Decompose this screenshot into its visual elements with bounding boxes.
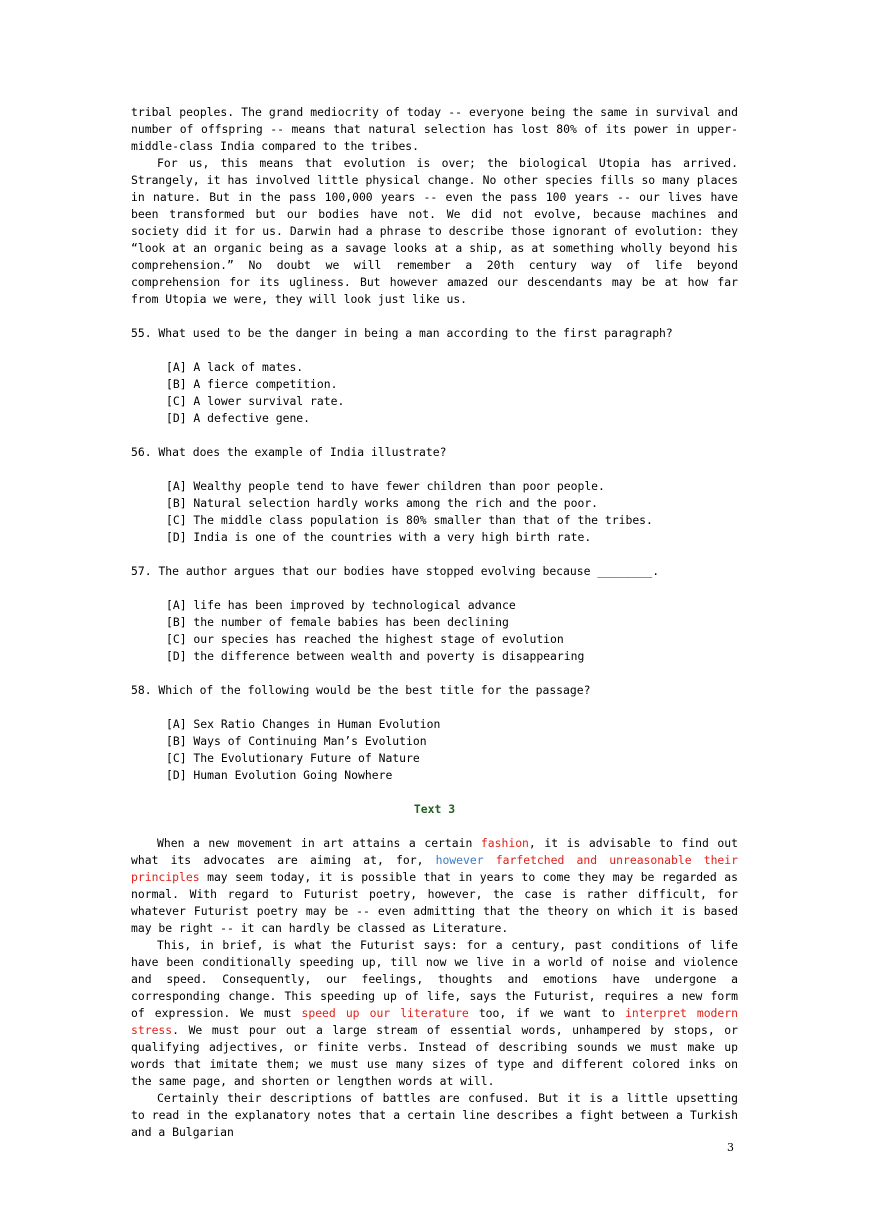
question-55: 55. What used to be the danger in being a man according to the first paragraph? xyxy=(131,326,673,340)
highlight-farfetched: farfetched and unreasonable their principles xyxy=(131,853,739,884)
question-56: 56. What does the example of India illustrate? xyxy=(131,445,447,459)
text3-paragraph-3: Certainly their descriptions of battles are confused. But it is a little upsetting to read in the explanatory notes that a certain line describes a fight between a Turkish and a Bulgarian xyxy=(131,1091,738,1139)
option-57-c: [C] our species has reached the highest stage of evolution xyxy=(166,632,564,646)
option-58-b: [B] Ways of Continuing Man’s Evolution xyxy=(166,734,427,748)
option-58-c: [C] The Evolutionary Future of Nature xyxy=(166,751,420,765)
option-58-a: [A] Sex Ratio Changes in Human Evolution xyxy=(166,717,441,731)
highlight-however: however xyxy=(435,853,484,867)
passage-paragraph-1: tribal peoples. The grand mediocrity of today -- everyone being the same in survival and number of offspring -- means that natural selection has lost 80% of its power in upper-middle-class India compared to the tribes. xyxy=(131,105,738,153)
text3-p2-text-c: . We must pour out a large stream of essential words, unhampered by stops, or qualifying adjectives, or finite verbs. Instead of describing sounds we must make up words that imitate them; we must use many sizes of type and different colored inks on the same page, and shorten or lengthen words at will. xyxy=(131,1023,738,1088)
question-58: 58. Which of the following would be the best title for the passage? xyxy=(131,683,591,697)
option-57-a: [A] life has been improved by technological advance xyxy=(166,598,516,612)
text3-p1-text-a: When a new movement in art attains a certain xyxy=(157,836,481,850)
option-55-b: [B] A fierce competition. xyxy=(166,377,338,391)
option-56-a: [A] Wealthy people tend to have fewer children than poor people. xyxy=(166,479,605,493)
highlight-fashion: fashion xyxy=(480,836,529,850)
option-57-d: [D] the difference between wealth and poverty is disappearing xyxy=(166,649,585,663)
text3-p2-text-b: too, if we want to xyxy=(468,1006,626,1020)
document-page xyxy=(131,104,738,1141)
option-55-d: [D] A defective gene. xyxy=(166,411,311,425)
question-56-options xyxy=(131,478,738,546)
question-58-options xyxy=(131,716,738,784)
option-55-a: [A] A lack of mates. xyxy=(166,360,304,374)
highlight-interpret: interpret modern stress xyxy=(131,1006,738,1037)
page-number: 3 xyxy=(727,1141,734,1154)
text3-paragraph-1 xyxy=(131,835,738,937)
option-58-d: [D] Human Evolution Going Nowhere xyxy=(166,768,393,782)
text3-p1-text-d: may seem today, it is possible that in years to come they may be regarded as normal. With regard to Futurist poetry, however, the case is rather difficult, for whatever Futurist poetry may be -- even admitting that the theory on which it is based may be right -- it can hardly be classed as Literature. xyxy=(131,870,738,935)
option-56-d: [D] India is one of the countries with a very high birth rate. xyxy=(166,530,592,544)
option-56-b: [B] Natural selection hardly works among the rich and the poor. xyxy=(166,496,599,510)
question-57: 57. The author argues that our bodies have stopped evolving because ________. xyxy=(131,564,660,578)
question-55-options xyxy=(131,359,738,427)
option-56-c: [C] The middle class population is 80% smaller than that of the tribes. xyxy=(166,513,653,527)
highlight-speed-up: speed up our literature xyxy=(301,1006,469,1020)
option-55-c: [C] A lower survival rate. xyxy=(166,394,345,408)
text3-paragraph-2 xyxy=(131,937,738,1090)
text3-p1-text-c xyxy=(484,853,496,867)
text3-p1-text-b: , it is advisable to find out what its advocates are aiming at, for, xyxy=(131,836,738,867)
option-57-b: [B] the number of female babies has been declining xyxy=(166,615,509,629)
question-57-options xyxy=(131,597,738,665)
section-title: Text 3 xyxy=(413,802,456,816)
passage-paragraph-2: For us, this means that evolution is over; the biological Utopia has arrived. Strangely, it has involved little physical change. No other species fills so many places in nature. But in the pass 100,000 years -- even the pass 100 years -- our lives have been transformed but our bodies have not. We did not evolve, because machines and society did it for us. Darwin had a phrase to describe those ignorant of evolution: they “look at an organic being as a savage looks at a ship, as at something wholly beyond his comprehension.” No doubt we will remember a 20th century way of life beyond comprehension for its ugliness. But however amazed our descendants may be at how far from Utopia we were, they will look just like us. xyxy=(131,156,738,306)
text3-p2-text-a: This, in brief, is what the Futurist says: for a century, past conditions of life have been conditionally speeding up, till now we live in a world of noise and violence and speed. Consequently, our feelings, thoughts and emotions have undergone a corresponding change. This speeding up of life, says the Futurist, requires a new form of expression. We must xyxy=(131,938,738,1020)
